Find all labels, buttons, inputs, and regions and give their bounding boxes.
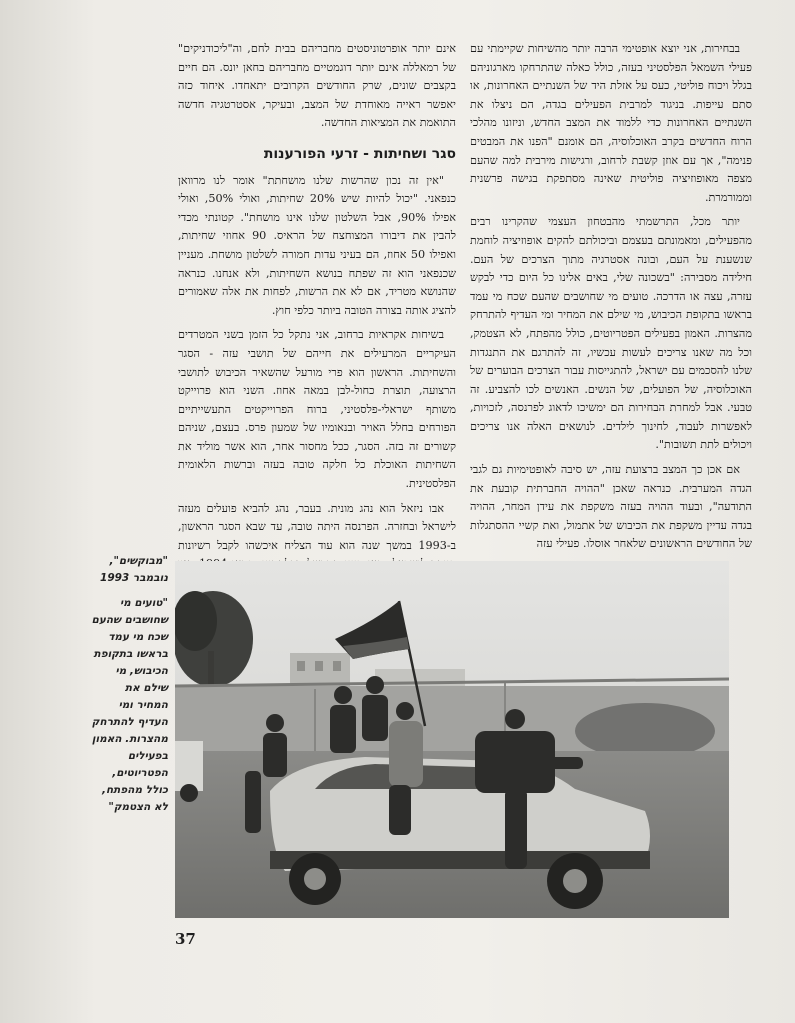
photo-source-caption: "מבוקשים", נובמבר 1993	[100, 555, 168, 584]
paragraph: אינם יותר אופרטוניסטים מחבריהם בבית לחם, וה"ליכודניקים" של רמאללה אינם יותר דוגמטיים מחבריהם בחאן יונס. הם חיים בקצבים שונים, שרק החודשים הקרובים יתאחדו. איחוד כזה יאפשר ראייה מאוחדת של המצב, ובעיקר, אסטרטגיה חדשה התואמת את המציאות החדשה.	[178, 42, 456, 130]
paragraph: בשיחות אקראיות ברחוב, אני נתקל כל הזמן בשני המטרדים העיקריים המרעילים את חייהם של תושבי עזה - הסגר והשחיתות. הראשון הוא פרי מורעל שהשאיר הכיבוש לתושבי הרצועה, תוצרת כחול-לבן במאה אחוז. השני הוא פרוייקט משותף ישראלי-פלסטיני, ברוח הפרוייקטים התעשייתיים הפורחים בחלל האויר ובנאומיו של שמעון פרס. בעצם, שניהם קשורים זה בזה. הסגר, ככל מחסור אחר, הוא אשר מוליד את השחיתות האוכלת כל חלקה טובה בעזה וברשות הלאומית הפלסטינית.	[178, 328, 456, 491]
pull-quote-sidebar	[90, 553, 168, 816]
paragraph: יותר מכל, התרשמתי מהבטחון העצמי שהקרינו רבים מהפעילים, ומאמונתם בעצמם וביכולתם להקים אופוזיציה לוחמת שנשענת על העם, ובונה אסטרגיה מתוך הצרכים של העם. חילידה מסבירה: "בשכונה שלי, באים אלינו כל היום כדי לבקש עזרה, עצה או הדרכה. טועים מי שחושבים שהעם שכח מי עמד בראשו בתקופת הכיבוש, מי שילם את המחיר ומי העדיף להתרחק מהצרות. האמון בפעילים הפטריוטים, כולל מהפתח, לא הצטמק, וכל מה שאנו צריכים לעשות עכשיו, זה להתרגם את התנגדות שלנו להסכמים עם ישראל, להתגייסות עבור הצרכים הבוערים של האוכלוסיה, של הפועלים, של הנשים. האנשים לכו להצביע. זה טבעי. אבל למחרת הבחירות הם ימשיכו לדאוג לפרנסה, לזכויות, לאפשרות לעבוד, לחינוך לילדים. לנושאים האלה אנו צריכים ויכולים לתת תשובות".	[470, 215, 752, 452]
pull-quote: "טועים מי שחושבים שהעם שכח מי עמד בראשו בתקופת הכיבוש, מי שילם את המחיר ומי העדיף להתרחק מהצרות. האמון בפעילים הפטריוטים, כולל מהפתח, לא הצטמק"	[91, 597, 168, 813]
news-photo	[175, 561, 729, 918]
paragraph: אם אכן כך המצב ברצועת עזה, יש סיבה לאופטימיות גם לגבי הגדה המערבית. כנראה שאכן "ההויה החברתית קובעת את התודעה", ובעוד ההויה בעזה משקפת את עידן המחר, ההויה בגדה עדיין משקפת את הכיבוש של אתמול, ואת קשיי ההסתגלות של החודשים הראשונים שלאחר אוסלו. פעילי עזה	[470, 463, 752, 551]
page-number: 37	[175, 930, 196, 948]
photo-illustration	[175, 561, 729, 918]
article-column-right	[470, 40, 752, 560]
article-column-left	[178, 40, 456, 599]
section-heading: סגר ושחיתות - זרעי הפורענות	[263, 145, 456, 162]
paragraph: אבו ניזאל הוא נהג מונית. בעבר, נהג להביא פועלים מעזה לישראל ובחזרה. הפרנסה היתה טובה, עד שבא הסגר הראשון, ב-1993 במשך שנה הוא עוד הצליח איכשהו לקבל רשיונות	[178, 501, 456, 552]
paragraph: "אין זה נכון שהרשות שלנו מושחתת" אומר לנו מרוואן כנפאני. "יכול להיות שיש 20% שחיתות, ואולי 50%, ואולי אפילו 90%, אבל השלטון שלנו אינו מושחת". קטונתי מכדי להבין את דיבורו המצוחצח של הראיס. 90 אחוזי שחיתות, ואפילו 50 אחוז, הם בעיני עדות חמורה לשלטון מושחת. מעניין שכנפאני הוא זה שפתח בנושא השחיתות, ולא אנחנו. כנראה שהנושא מטריד, אם לא את הרשות, לפחות את אלה שאמורים להציג אותה בצורה הטובה ביותר כלפי חוץ.	[178, 173, 456, 317]
paragraph: בבחירות, אני יוצא אופטימי הרבה יותר מהשיחות שקיימתי עם פעילי השמאל הפלסטיני בעזה, כולל כאלה שהתרחקו מארגוניהם בגלל ויכוח פוליטי, כעס על אזלת היד של השנתיים האחרונות, או סתם עייפות. בניגוד למרבית הפעילים בגדה, הם ניצלו את השנתיים האחרונות כדי ללמוד את המצב החדש, וניזונו מהלכי הרוח החדשים בקרב האוכלוסיה, הם אומנם "הפנו את המבטים פנימה", אך עם אוזן קשבת לרחוב, ורגישות מירבית למה שהעם מצפה מאופוזיציה פוליטית שאינה מסתפקת בגישה פרשנית וממורמרת.	[470, 42, 752, 204]
